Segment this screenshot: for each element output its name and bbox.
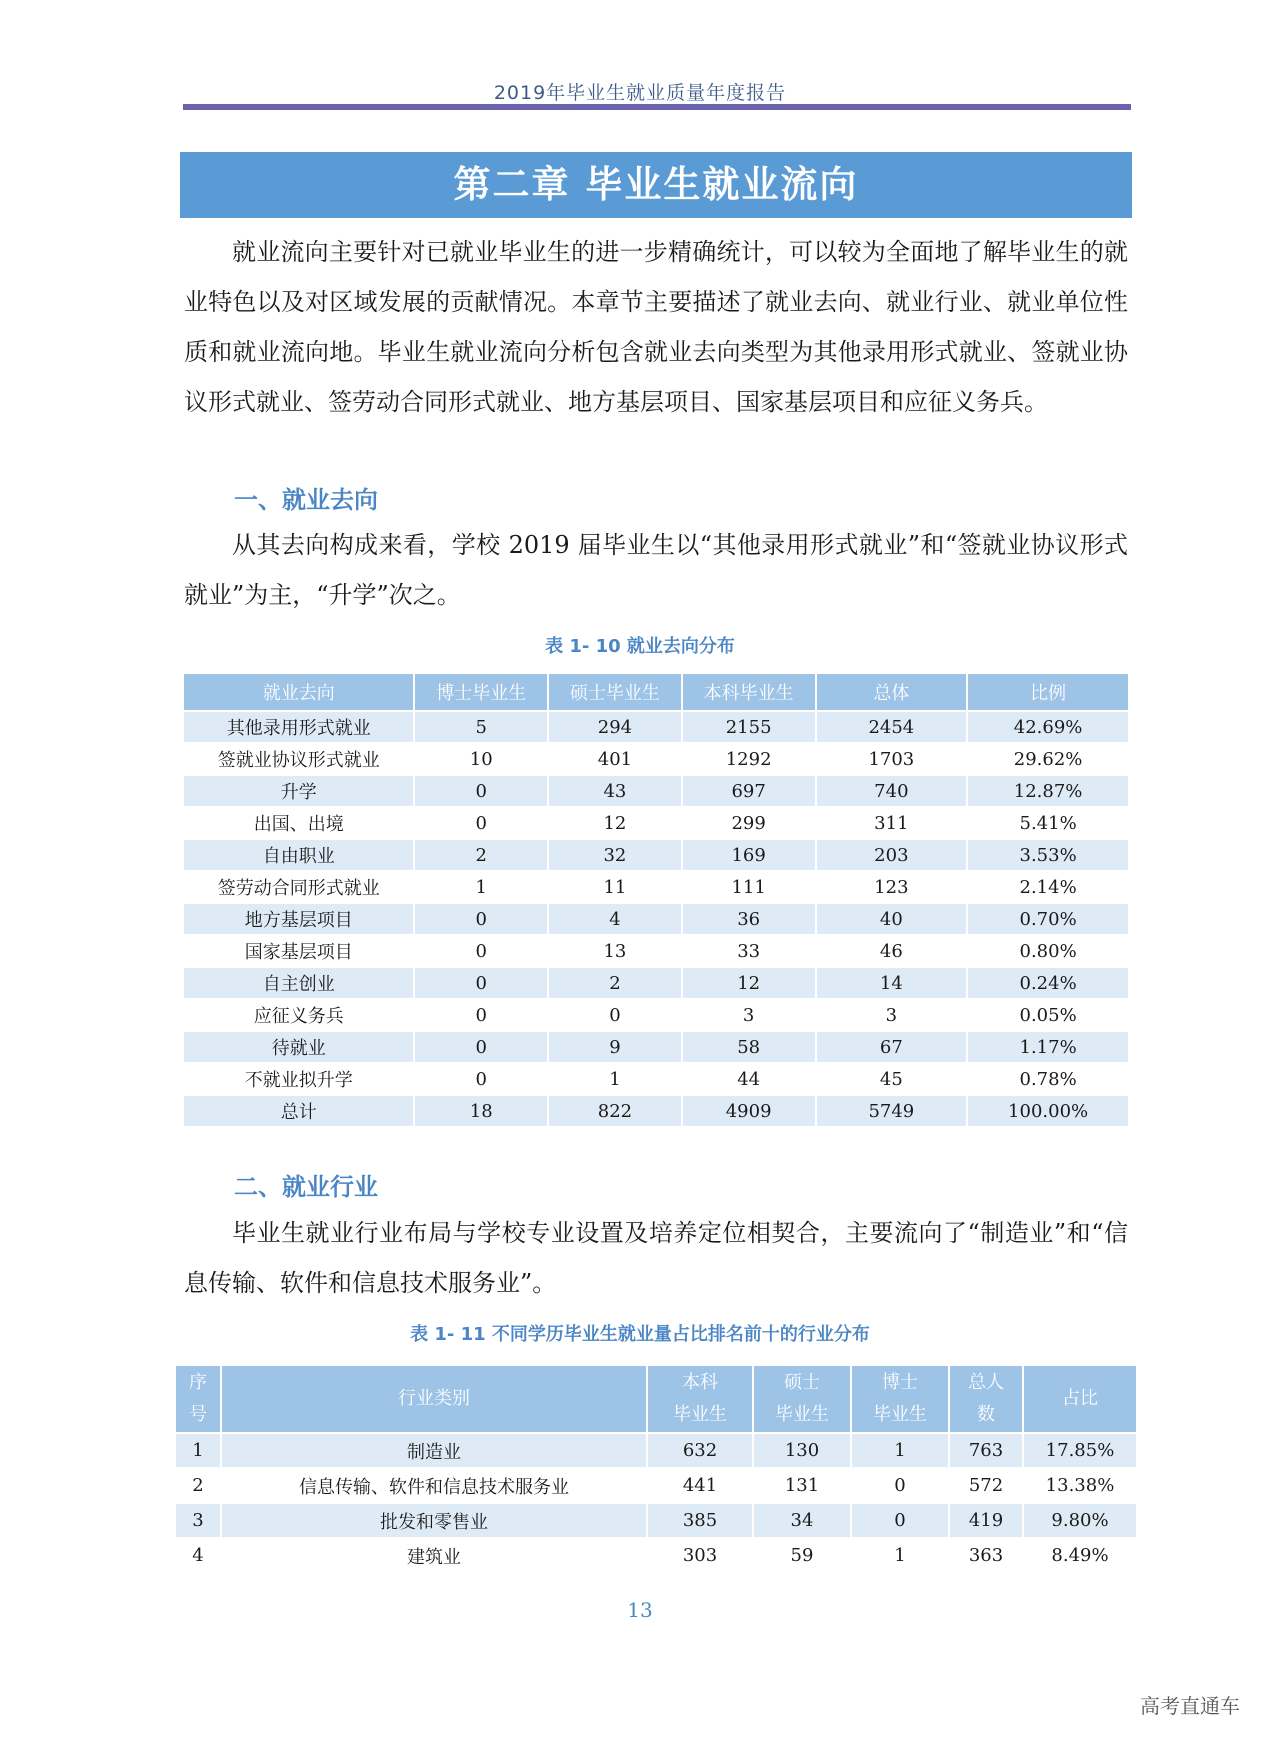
table-cell: 国家基层项目	[183, 935, 414, 967]
table-cell: 信息传输、软件和信息技术服务业	[221, 1468, 647, 1503]
table-row	[183, 999, 1129, 1031]
section1-paragraph: 从其去向构成来看，学校 2019 届毕业生以“其他录用形式就业”和“签就业协议形式就业”为主，“升学”次之。	[184, 531, 1128, 609]
table-cell: 32	[548, 839, 682, 871]
table-row	[183, 1031, 1129, 1063]
table-cell: 0	[414, 1063, 548, 1095]
table-cell: 9.80%	[1023, 1503, 1137, 1538]
table-cell: 3	[175, 1503, 221, 1538]
column-header-text: 占比	[1062, 1388, 1098, 1409]
table-cell: 12	[682, 967, 816, 999]
table-cell: 311	[816, 807, 968, 839]
column-header-text: 本科	[682, 1372, 718, 1393]
table-cell: 169	[682, 839, 816, 871]
column-header: 硕士毕业生	[548, 673, 682, 711]
table-cell: 2.14%	[967, 871, 1129, 903]
table-cell: 632	[647, 1433, 753, 1468]
table-cell: 0.70%	[967, 903, 1129, 935]
table-cell: 13.38%	[1023, 1468, 1137, 1503]
table-row	[175, 1503, 1137, 1538]
table-cell: 203	[816, 839, 968, 871]
table-cell: 419	[949, 1503, 1023, 1538]
column-header	[175, 1365, 221, 1433]
table-cell: 其他录用形式就业	[183, 711, 414, 743]
table-cell: 0	[414, 967, 548, 999]
watermark-text: 高考直通车	[1140, 1694, 1240, 1718]
table-cell: 44	[682, 1063, 816, 1095]
table-cell: 58	[682, 1031, 816, 1063]
table-cell: 2454	[816, 711, 968, 743]
table-row	[175, 1433, 1137, 1468]
table-cell: 应征义务兵	[183, 999, 414, 1031]
table-cell: 2	[175, 1468, 221, 1503]
chapter-title: 第二章 毕业生就业流向	[180, 152, 1132, 218]
table-cell: 0	[414, 935, 548, 967]
column-header-text: 行业类别	[398, 1388, 470, 1409]
column-header: 本科毕业生	[682, 673, 816, 711]
table-cell: 待就业	[183, 1031, 414, 1063]
table-cell: 763	[949, 1433, 1023, 1468]
table-cell: 不就业拟升学	[183, 1063, 414, 1095]
table-cell: 0.78%	[967, 1063, 1129, 1095]
column-header	[753, 1365, 851, 1433]
table-cell: 0.24%	[967, 967, 1129, 999]
table-row	[183, 935, 1129, 967]
column-header-text: 硕士	[784, 1372, 820, 1393]
table-cell: 131	[753, 1468, 851, 1503]
table-row	[183, 711, 1129, 743]
table-cell: 40	[816, 903, 968, 935]
table-cell: 1292	[682, 743, 816, 775]
table-cell: 299	[682, 807, 816, 839]
table-cell: 1	[175, 1433, 221, 1468]
table-cell: 5.41%	[967, 807, 1129, 839]
table-cell: 740	[816, 775, 968, 807]
table-cell: 0	[548, 999, 682, 1031]
table-row	[175, 1468, 1137, 1503]
table-cell: 111	[682, 871, 816, 903]
table-cell: 34	[753, 1503, 851, 1538]
table-cell: 2	[414, 839, 548, 871]
table-cell: 10	[414, 743, 548, 775]
table-cell: 385	[647, 1503, 753, 1538]
column-header	[949, 1365, 1023, 1433]
table-cell: 2	[548, 967, 682, 999]
table-cell: 0	[414, 807, 548, 839]
table-cell: 13	[548, 935, 682, 967]
table-cell: 地方基层项目	[183, 903, 414, 935]
table-cell: 12	[548, 807, 682, 839]
table-row	[183, 775, 1129, 807]
table-cell: 自由职业	[183, 839, 414, 871]
table-cell: 出国、出境	[183, 807, 414, 839]
table-cell: 升学	[183, 775, 414, 807]
table-cell: 401	[548, 743, 682, 775]
table-cell: 2155	[682, 711, 816, 743]
table-row	[183, 743, 1129, 775]
report-header-title: 2019年毕业生就业质量年度报告	[493, 82, 787, 104]
table-cell: 0	[414, 999, 548, 1031]
table-cell: 14	[816, 967, 968, 999]
table-cell: 572	[949, 1468, 1023, 1503]
table-cell: 1	[851, 1433, 949, 1468]
table-cell: 0	[851, 1468, 949, 1503]
table-cell: 签劳动合同形式就业	[183, 871, 414, 903]
table-cell: 4	[548, 903, 682, 935]
table-cell: 批发和零售业	[221, 1503, 647, 1538]
table-row	[183, 839, 1129, 871]
column-header: 博士毕业生	[414, 673, 548, 711]
table-cell: 17.85%	[1023, 1433, 1137, 1468]
table-cell: 123	[816, 871, 968, 903]
table-cell: 1703	[816, 743, 968, 775]
table-cell: 33	[682, 935, 816, 967]
table-cell: 441	[647, 1468, 753, 1503]
table-cell: 5	[414, 711, 548, 743]
employment-destination-table	[182, 672, 1130, 1128]
column-header-text: 毕业生	[873, 1404, 927, 1425]
table-cell: 822	[548, 1095, 682, 1127]
table-header-row	[175, 1365, 1137, 1433]
column-header-text: 数	[977, 1404, 995, 1425]
table-cell: 303	[647, 1538, 753, 1573]
table-cell: 45	[816, 1063, 968, 1095]
column-header: 就业去向	[183, 673, 414, 711]
table-cell: 9	[548, 1031, 682, 1063]
intro-paragraph: 就业流向主要针对已就业毕业生的进一步精确统计，可以较为全面地了解毕业生的就业特色以及对区域发展的贡献情况。本章节主要描述了就业去向、就业行业、就业单位性质和就业流向地。毕业生就业流向分析包含就业去向类型为其他录用形式就业、签就业协议形式就业、签劳动合同形式就业、地方基层项目、国家基层项目和应征义务兵。	[184, 238, 1128, 416]
table-cell: 363	[949, 1538, 1023, 1573]
column-header-text: 博士	[882, 1372, 918, 1393]
table-cell: 4	[175, 1538, 221, 1573]
table-cell: 100.00%	[967, 1095, 1129, 1127]
table-row	[183, 967, 1129, 999]
table-cell: 36	[682, 903, 816, 935]
table-cell: 130	[753, 1433, 851, 1468]
table-cell: 18	[414, 1095, 548, 1127]
table-body	[175, 1433, 1137, 1573]
table-cell: 0	[414, 1031, 548, 1063]
table-cell: 3.53%	[967, 839, 1129, 871]
table-cell: 59	[753, 1538, 851, 1573]
column-header	[1023, 1365, 1137, 1433]
column-header: 比例	[967, 673, 1129, 711]
table-row	[183, 1063, 1129, 1095]
table-cell: 5749	[816, 1095, 968, 1127]
table-cell: 总计	[183, 1095, 414, 1127]
column-header	[647, 1365, 753, 1433]
table-cell: 3	[816, 999, 968, 1031]
table-cell: 294	[548, 711, 682, 743]
table-body	[183, 711, 1129, 1127]
table-row	[175, 1538, 1137, 1573]
table-cell: 43	[548, 775, 682, 807]
table-cell: 12.87%	[967, 775, 1129, 807]
table-cell: 4909	[682, 1095, 816, 1127]
industry-distribution-table	[174, 1364, 1138, 1574]
column-header	[221, 1365, 647, 1433]
table-cell: 11	[548, 871, 682, 903]
table-cell: 制造业	[221, 1433, 647, 1468]
table-row	[183, 871, 1129, 903]
table-cell: 签就业协议形式就业	[183, 743, 414, 775]
table2-caption: 表 1- 11 不同学历毕业生就业量占比排名前十的行业分布	[410, 1324, 870, 1345]
section1-heading: 一、就业去向	[234, 486, 378, 514]
section2-paragraph: 毕业生就业行业布局与学校专业设置及培养定位相契合，主要流向了“制造业”和“信息传输、软件和信息技术服务业”。	[184, 1219, 1128, 1297]
table-header-row	[183, 673, 1129, 711]
table-cell: 1	[548, 1063, 682, 1095]
section2-heading: 二、就业行业	[234, 1173, 378, 1201]
table-cell: 自主创业	[183, 967, 414, 999]
column-header-text: 毕业生	[673, 1404, 727, 1425]
column-header-text: 号	[189, 1404, 207, 1425]
table-cell: 建筑业	[221, 1538, 647, 1573]
table-cell: 697	[682, 775, 816, 807]
column-header-text: 序	[189, 1372, 207, 1393]
table-cell: 8.49%	[1023, 1538, 1137, 1573]
table-cell: 1	[414, 871, 548, 903]
column-header-text: 总人	[968, 1372, 1004, 1393]
table-cell: 0	[414, 775, 548, 807]
table-row	[183, 903, 1129, 935]
table-cell: 1.17%	[967, 1031, 1129, 1063]
header-divider	[183, 104, 1131, 110]
column-header-text: 毕业生	[775, 1404, 829, 1425]
table-cell: 29.62%	[967, 743, 1129, 775]
table-cell: 0	[414, 903, 548, 935]
table-cell: 0.05%	[967, 999, 1129, 1031]
table-cell: 67	[816, 1031, 968, 1063]
table-row	[183, 807, 1129, 839]
column-header: 总体	[816, 673, 968, 711]
table-cell: 46	[816, 935, 968, 967]
table-cell: 0.80%	[967, 935, 1129, 967]
column-header	[851, 1365, 949, 1433]
table-cell: 1	[851, 1538, 949, 1573]
table-cell: 42.69%	[967, 711, 1129, 743]
table-cell: 0	[851, 1503, 949, 1538]
table-cell: 3	[682, 999, 816, 1031]
table1-caption: 表 1- 10 就业去向分布	[545, 636, 735, 657]
table-row	[183, 1095, 1129, 1127]
page-number: 13	[627, 1598, 653, 1622]
